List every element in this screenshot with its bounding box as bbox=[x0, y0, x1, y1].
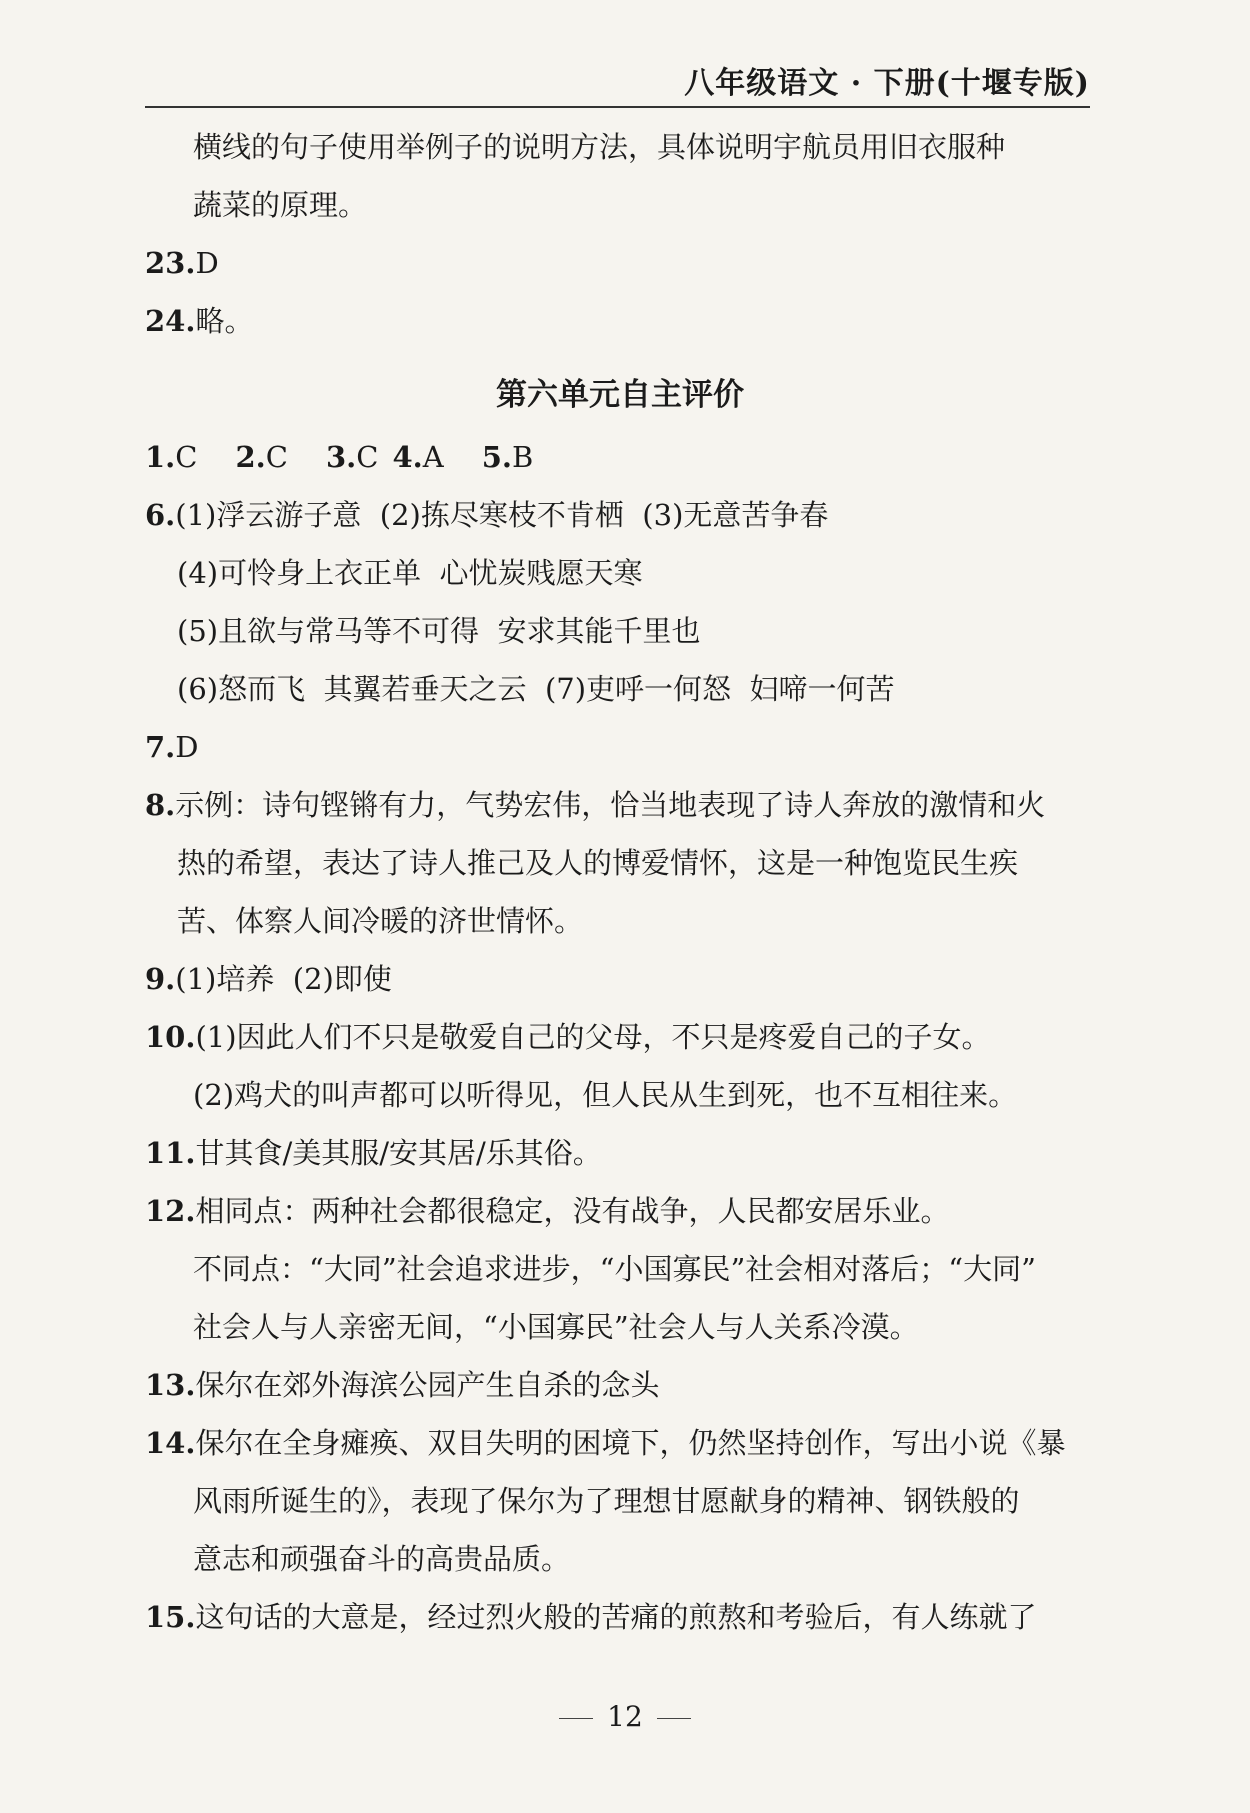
answer-line: 风雨所诞生的》，表现了保尔为了理想甘愿献身的精神、钢铁般的 bbox=[193, 1484, 1020, 1518]
answer-text: (1)因此人们不只是敬爱自己的父母，不只是疼爱自己的子女。 bbox=[195, 1020, 991, 1054]
question-number: 2. bbox=[235, 440, 266, 474]
answer-15 bbox=[145, 1588, 1095, 1646]
header-title: 八年级语文 · 下册(十堰专版) bbox=[684, 66, 1090, 101]
answer-line: 不同点：“大同”社会追求进步，“小国寡民”社会相对落后；“大同” bbox=[193, 1252, 1036, 1286]
page-number: 12 bbox=[607, 1700, 643, 1733]
answer-text: D bbox=[175, 730, 199, 764]
answer-line: 苦、体察人间冷暖的济世情怀。 bbox=[177, 904, 584, 938]
answer-text: C bbox=[175, 440, 198, 474]
answer-line: 意志和顽强奋斗的高贵品质。 bbox=[193, 1542, 571, 1576]
answer-23 bbox=[145, 234, 1095, 292]
answer-7 bbox=[145, 718, 1095, 776]
section-title: 第六单元自主评价 bbox=[496, 377, 744, 413]
question-number: 23. bbox=[145, 246, 196, 280]
answers-1-5 bbox=[145, 428, 1095, 486]
answer-8 bbox=[145, 776, 1095, 834]
answer-text: (1)浮云游子意 (2)拣尽寒枝不肯栖 (3)无意苦争春 bbox=[175, 498, 829, 532]
question-number: 5. bbox=[481, 440, 512, 474]
question-number: 3. bbox=[325, 440, 357, 474]
question-number: 8. bbox=[145, 788, 176, 822]
answer-line: 社会人与人亲密无间，“小国寡民”社会人与人关系冷漠。 bbox=[193, 1310, 919, 1344]
answer-6 bbox=[145, 486, 1095, 544]
header-divider bbox=[145, 106, 1090, 108]
answer-text: 略。 bbox=[195, 304, 254, 338]
question-number: 1. bbox=[145, 440, 176, 474]
answer-line: (5)且欲与常马等不可得 安求其能千里也 bbox=[177, 614, 701, 648]
footer-dash bbox=[657, 1718, 691, 1719]
answer-line: 横线的句子使用举例子的说明方法，具体说明宇航员用旧衣服种 bbox=[193, 130, 1006, 164]
answer-line: (6)怒而飞 其翼若垂天之云 (7)吏呼一何怒 妇啼一何苦 bbox=[177, 672, 895, 706]
answer-text: (1)培养 (2)即使 bbox=[175, 962, 392, 996]
question-number: 15. bbox=[145, 1600, 196, 1634]
question-number: 24. bbox=[145, 304, 196, 338]
answer-text: 甘其食/美其服/安其居/乐其俗。 bbox=[195, 1136, 602, 1170]
answer-text: D bbox=[195, 246, 219, 280]
answer-12 bbox=[145, 1182, 1095, 1240]
question-number: 9. bbox=[145, 962, 176, 996]
answer-line: (2)鸡犬的叫声都可以听得见，但人民从生到死，也不互相往来。 bbox=[193, 1078, 1018, 1112]
answer-text: 保尔在郊外海滨公园产生自杀的念头 bbox=[195, 1368, 660, 1402]
answer-9 bbox=[145, 950, 1095, 1008]
answer-text: 保尔在全身瘫痪、双目失明的困境下，仍然坚持创作，写出小说《暴 bbox=[195, 1426, 1066, 1460]
answer-line: 蔬菜的原理。 bbox=[193, 188, 368, 222]
question-number: 4. bbox=[392, 440, 423, 474]
answer-14 bbox=[145, 1414, 1095, 1472]
answer-text: 相同点：两种社会都很稳定，没有战争，人民都安居乐业。 bbox=[195, 1194, 950, 1228]
answer-line: 热的希望，表达了诗人推己及人的博爱情怀，这是一种饱览民生疾 bbox=[177, 846, 1019, 880]
answer-text: B bbox=[511, 440, 534, 474]
answer-11 bbox=[145, 1124, 1095, 1182]
answer-text: A bbox=[422, 440, 444, 474]
question-number: 13. bbox=[145, 1368, 196, 1402]
answer-content bbox=[145, 118, 1095, 1646]
answer-10 bbox=[145, 1008, 1095, 1066]
answer-text: 示例：诗句铿锵有力，气势宏伟，恰当地表现了诗人奔放的激情和火 bbox=[175, 788, 1046, 822]
question-number: 11. bbox=[145, 1136, 196, 1170]
page-footer bbox=[0, 1700, 1250, 1733]
answer-line: (4)可怜身上衣正单 心忧炭贱愿天寒 bbox=[177, 556, 643, 590]
answer-text: C bbox=[356, 440, 379, 474]
question-number: 7. bbox=[145, 730, 176, 764]
footer-dash bbox=[559, 1718, 593, 1719]
answer-text: C bbox=[265, 440, 288, 474]
question-number: 14. bbox=[145, 1426, 196, 1460]
question-number: 10. bbox=[145, 1020, 196, 1054]
answer-24 bbox=[145, 292, 1095, 350]
question-number: 6. bbox=[145, 498, 176, 532]
answer-text: 这句话的大意是，经过烈火般的苦痛的煎熬和考验后，有人练就了 bbox=[195, 1600, 1037, 1634]
question-number: 12. bbox=[145, 1194, 196, 1228]
answer-13 bbox=[145, 1356, 1095, 1414]
